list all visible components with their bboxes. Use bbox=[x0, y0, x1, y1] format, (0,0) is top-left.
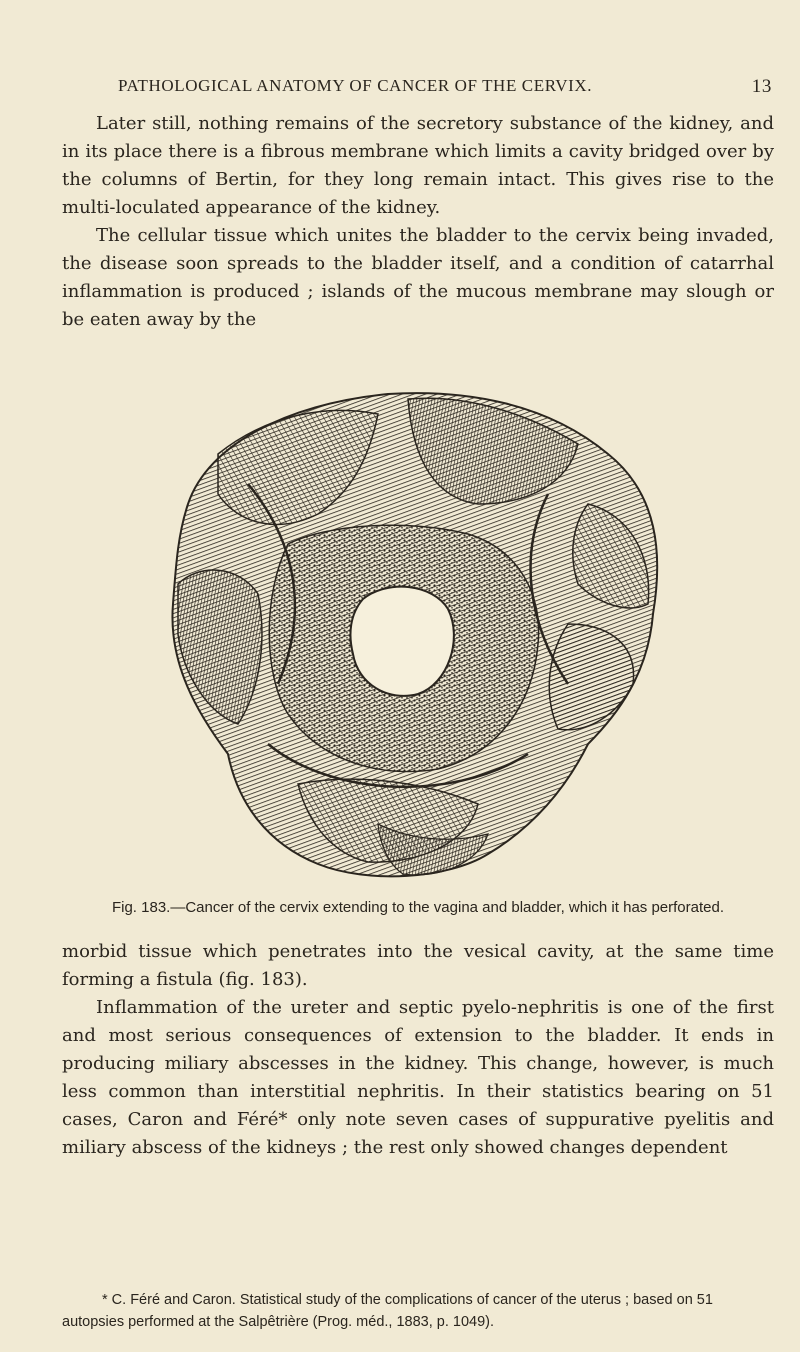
paragraph: Later still, nothing remains of the secretory substance of the kidney, and in its place there is a fibrous membrane which limits a cavity bridged over by the columns of Bertin, for they long remain intact. This gives rise to the multi-loculated appearance of the kidney. bbox=[62, 113, 774, 218]
body-text-top bbox=[62, 110, 774, 334]
running-header bbox=[60, 76, 776, 102]
running-title: PATHOLOGICAL ANATOMY OF CANCER OF THE CERVIX. bbox=[118, 76, 593, 95]
body-text-bottom bbox=[62, 938, 774, 1162]
paragraph: The cellular tissue which unites the bladder to the cervix being invaded, the disease soon spreads to the bladder itself, and a condition of catarrhal inflammation is produced ; islands of the mucous membrane may slough or be eaten away by the bbox=[62, 225, 774, 330]
engraving-illustration bbox=[148, 384, 668, 894]
paragraph: morbid tissue which penetrates into the vesical cavity, at the same time forming a fistula (fig. 183). bbox=[62, 941, 774, 990]
footnote bbox=[62, 1289, 774, 1333]
footnote-text: * C. Féré and Caron. Statistical study of the complications of cancer of the uterus ; based on 51 autopsies performed at the Salpêtrière (Prog. méd., 1883, p. 1049). bbox=[62, 1292, 713, 1330]
page-number: 13 bbox=[751, 76, 772, 97]
paragraph: Inflammation of the ureter and septic pyelo-nephritis is one of the first and most serious consequences of extension to the bladder. It ends in producing miliary abscesses in the kidney. This change, however, is much less common than interstitial nephritis. In their statistics bearing on 51 cases, Caron and Féré* only note seven cases of suppurative pyelitis and miliary abscess of the kidneys ; the rest only showed changes dependent bbox=[62, 997, 774, 1158]
anatomical-figure bbox=[148, 384, 668, 894]
figure-caption: Fig. 183.—Cancer of the cervix extending to the vagina and bladder, which it has perforated. bbox=[111, 899, 725, 916]
